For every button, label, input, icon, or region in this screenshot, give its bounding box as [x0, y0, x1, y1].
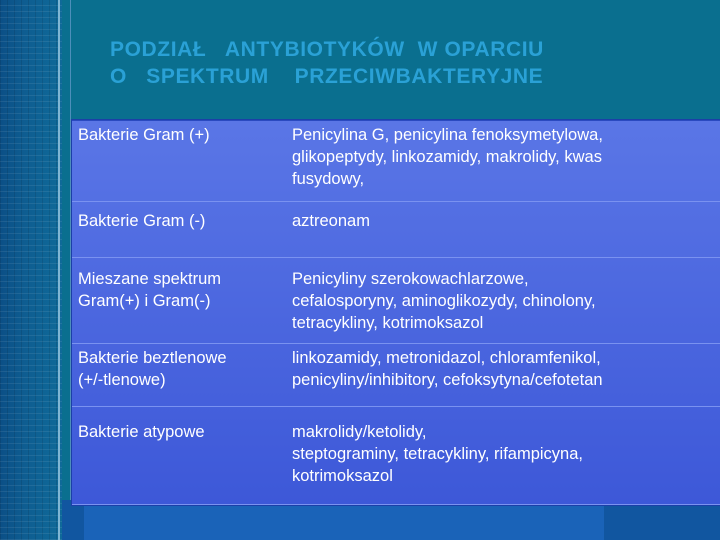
- decorative-bottom-band-inner: [84, 500, 604, 540]
- bacteria-category-cell: Bakterie Gram (-): [72, 202, 280, 258]
- decorative-left-strip: [0, 0, 62, 540]
- bacteria-category-cell: Bakterie atypowe: [72, 407, 280, 505]
- bacteria-category-cell: Bakterie beztlenowe (+/-tlenowe): [72, 344, 280, 407]
- table-row: [72, 202, 720, 258]
- slide-title: [110, 36, 690, 90]
- table-row: [72, 258, 720, 344]
- decorative-vertical-line: [58, 0, 60, 540]
- bacteria-category-cell: Mieszane spektrum Gram(+) i Gram(-): [72, 258, 280, 344]
- slide-title-line-1: PODZIAŁ ANTYBIOTYKÓW W OPARCIU: [110, 38, 544, 61]
- slide-title-line-2: O SPEKTRUM PRZECIWBAKTERYJNE: [110, 65, 544, 88]
- table-row: [72, 121, 720, 202]
- antibiotics-cell: makrolidy/ketolidy, steptograminy, tetracykliny, rifampicyna, kotrimoksazol: [280, 407, 720, 505]
- antibiotics-cell: aztreonam: [280, 202, 720, 258]
- antibiotics-cell: Penicylina G, penicylina fenoksymetylowa, glikopeptydy, linkozamidy, makrolidy, kwas fusydowy,: [280, 121, 720, 202]
- table-row: [72, 407, 720, 505]
- antibiotics-cell: Penicyliny szerokowachlarzowe, cefalosporyny, aminoglikozydy, chinolony, tetracykliny, kotrimoksazol: [280, 258, 720, 344]
- antibiotics-cell: linkozamidy, metronidazol, chloramfenikol, penicyliny/inhibitory, cefoksytyna/cefotetan: [280, 344, 720, 407]
- spectrum-table: [72, 120, 720, 505]
- bacteria-category-cell: Bakterie Gram (+): [72, 121, 280, 202]
- table-row: [72, 344, 720, 407]
- decorative-bottom-band: [62, 500, 720, 540]
- decorative-vertical-line: [70, 0, 71, 540]
